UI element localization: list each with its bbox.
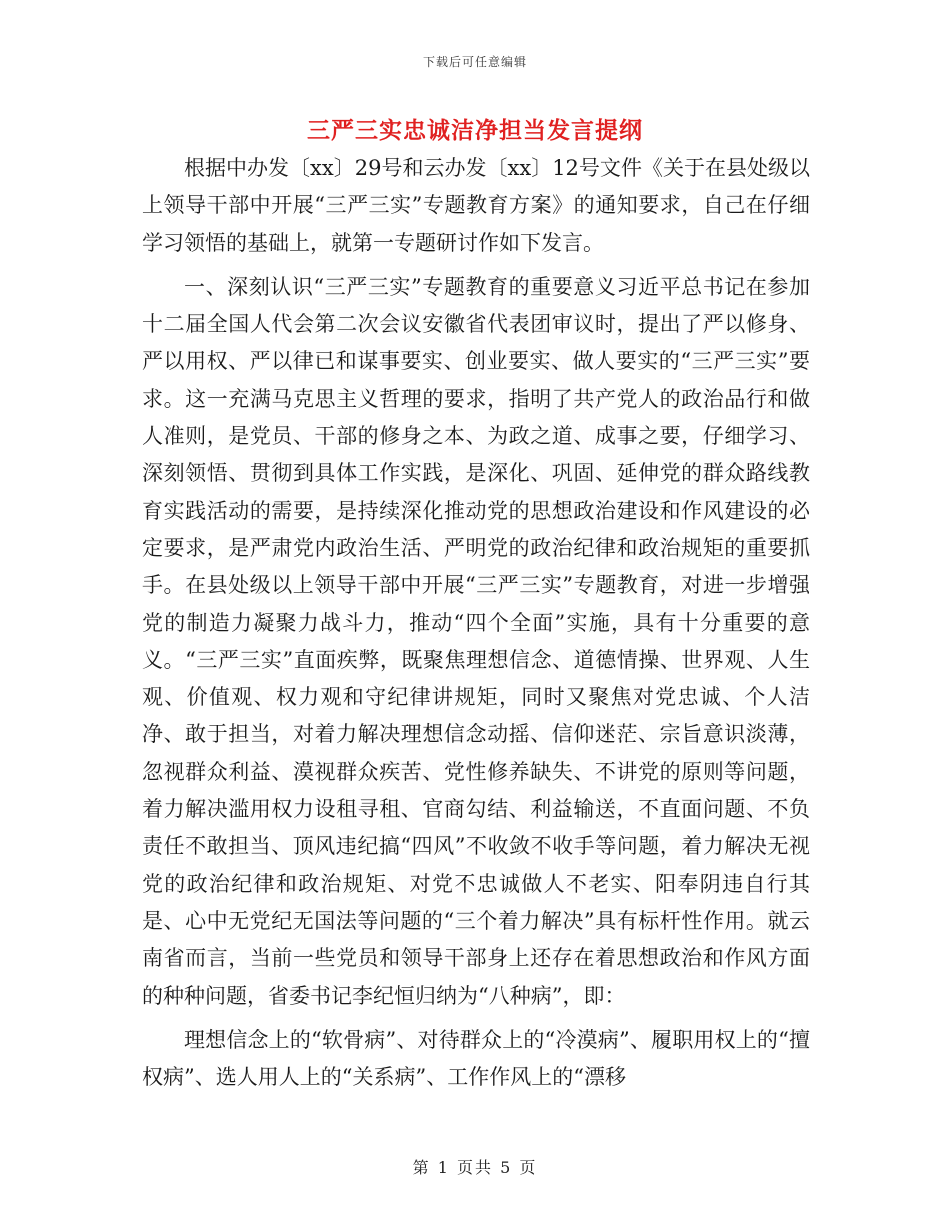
header-note: 下载后可任意编辑	[422, 55, 527, 69]
paragraph-intro: 根据中办发〔xx〕29号和云办发〔xx〕12号文件《关于在县处级以上领导干部中开展“三严三实”专题教育方案》的通知要求，自己在仔细学习领悟的基础上，就第一专题研讨作如下发言。	[142, 156, 810, 255]
document-body	[142, 150, 810, 1103]
document-title: 三严三实忠诚洁净担当发言提纲	[307, 117, 643, 144]
paragraph-eight-diseases: 理想信念上的“软骨病”、对待群众上的“冷漠病”、履职用权上的“擅权病”、选人用人上的“关系病”、工作作风上的“漂移	[142, 1027, 810, 1090]
paragraph-section-one: 一、深刻认识“三严三实”专题教育的重要意义习近平总书记在参加十二届全国人代会第二次会议安徽省代表团审议时，提出了严以修身、严以用权、严以律已和谋事要实、创业要实、做人要实的“三严三实”要求。这一充满马克思主义哲理的要求，指明了共产党人的政治品行和做人准则，是党员、干部的修身之本、为政之道、成事之要，仔细学习、深刻领悟、贯彻到具体工作实践，是深化、巩固、延伸党的群众路线教育实践活动的需要，是持续深化推动党的思想政治建设和作风建设的必定要求，是严肃党内政治生活、严明党的政治纪律和政治规矩的重要抓手。在县处级以上领导干部中开展“三严三实”专题教育，对进一步增强党的制造力凝聚力战斗力，推动“四个全面”实施，具有十分重要的意义。“三严三实”直面疾弊，既聚焦理想信念、道德情操、世界观、人生观、价值观、权力观和守纪律讲规矩，同时又聚焦对党忠诚、个人洁净、敢于担当，对着力解决理想信念动摇、信仰迷茫、宗旨意识淡薄，忽视群众利益、漠视群众疾苦、党性修养缺失、不讲党的原则等问题，着力解决滥用权力设租寻租、官商勾结、利益输送，不直面问题、不负责任不敢担当、顶风违纪搞“四风”不收敛不收手等问题，着力解决无视党的政治纪律和政治规矩、对党不忠诚做人不老实、阳奉阴违自行其是、心中无党纪无国法等问题的“三个着力解决”具有标杆性作用。就云南省而言，当前一些党员和领导干部身上还存在着思想政治和作风方面的种种问题，省委书记李纪恒归纳为“八种病”，即：	[142, 274, 810, 1008]
page-number: 第 1 页共 5 页	[412, 1158, 538, 1177]
